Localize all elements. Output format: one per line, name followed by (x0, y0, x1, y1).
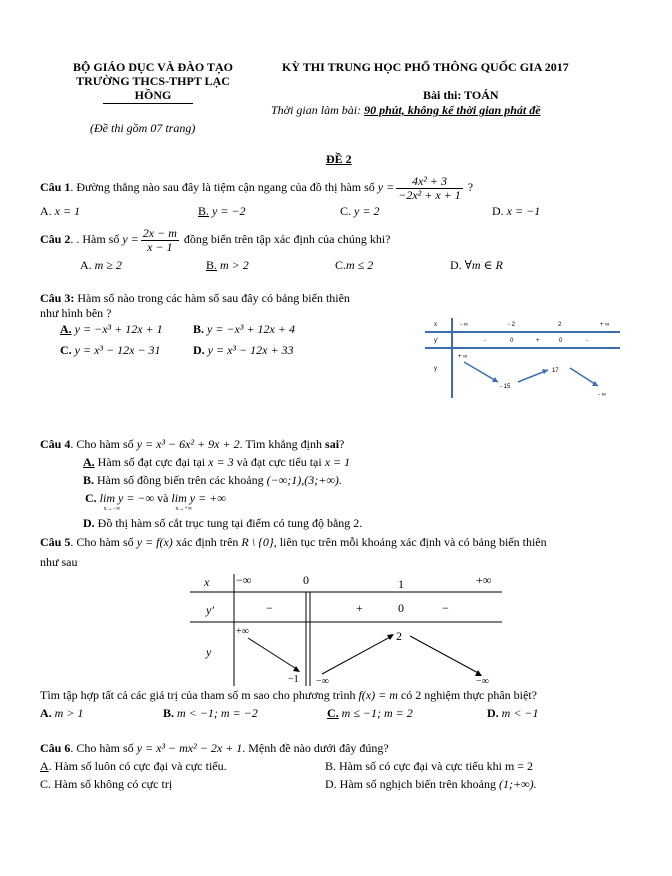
y-val-2: −1 (288, 674, 299, 685)
x-val-2: 0 (303, 573, 309, 587)
x-val-4: +∞ (476, 573, 492, 587)
q2-option-a[interactable]: A. m ≥ 2 (80, 258, 122, 272)
yp-sign-2: + (356, 601, 363, 615)
q6-option-d[interactable]: D. Hàm số nghịch biến trên khoảng (1;+∞). (325, 777, 537, 791)
question-3-line2: như hình bên ? (40, 306, 112, 320)
question-3: Câu 3: Hàm số nào trong các hàm số sau đây có bảng biến thiên (40, 291, 350, 305)
q2-option-d[interactable]: D. ∀m ∈ R (450, 258, 503, 272)
y-val-1: + ∞ (458, 354, 468, 360)
school-name-line1: TRƯỜNG THCS-THPT LẠC (76, 74, 230, 88)
yp-sign-3: - (586, 338, 588, 344)
q1-option-a[interactable]: A. x = 1 (40, 204, 81, 218)
yp-sign-3: − (442, 601, 449, 615)
q1-option-b[interactable]: B. y = −2 (198, 204, 246, 218)
fraction: $\frac{\text{4x² + 3}}{\text{−2x² + x + 1}}$ (398, 173, 461, 202)
q3-option-b[interactable]: B. y = −x³ + 12x + 4 (193, 322, 295, 336)
q2-option-c[interactable]: C.m ≤ 2 (335, 258, 374, 272)
question-5: Câu 5. Cho hàm số y = f(x) xác định trên R \ {0}, liên tục trên mỗi khoảng xác định và có bảng biến thiên (40, 535, 547, 549)
yp-sign-1: − (266, 601, 273, 615)
question-4: Câu 4. Cho hàm số y = x³ − 6x² + 9x + 2. Tìm khẳng định sai? (40, 437, 345, 451)
exam-subject: Bài thi: TOÁN (423, 88, 499, 102)
q6-option-c[interactable]: C. Hàm số không có cực trị (40, 777, 173, 791)
yp-zero-1: 0 (510, 338, 514, 344)
y-label: y (206, 645, 212, 659)
yp-label: y′ (206, 603, 214, 617)
x-val-4: + ∞ (600, 322, 610, 328)
y-val-4: 2 (396, 629, 402, 643)
q6-option-b[interactable]: B. Hàm số có cực đại và cực tiểu khi m = 2 (325, 759, 534, 773)
exam-code: ĐỀ 2 (326, 152, 352, 166)
question-label: Câu 2 (40, 232, 71, 246)
exam-title: KỲ THI TRUNG HỌC PHỔ THÔNG QUỐC GIA 2017 (282, 60, 569, 74)
y-val-4: - ∞ (598, 392, 606, 398)
school-name-line2: HỒNG (134, 88, 172, 102)
q3-variation-table (420, 316, 625, 400)
ministry-title: BỘ GIÁO DỤC VÀ ĐÀO TẠO (73, 60, 233, 74)
y-val-2: - 15 (500, 384, 511, 390)
yp-zero-2: 0 (559, 338, 563, 344)
y-val-5: −∞ (476, 676, 489, 687)
x-val-2: - 2 (508, 322, 516, 328)
x-label: x (204, 575, 210, 589)
yp-label: y' (434, 338, 439, 344)
question-5-line2: như sau (40, 555, 78, 569)
x-val-1: −∞ (236, 573, 252, 587)
y-val-3: 17 (552, 368, 559, 374)
q3-option-d[interactable]: D. y = x³ − 12x + 33 (193, 343, 294, 357)
yp-sign-2: + (536, 338, 540, 344)
fraction: $\frac{2x - m}{x - 1}$ (142, 225, 177, 254)
header-divider (103, 103, 193, 104)
q3-option-c[interactable]: C. y = x³ − 12x − 31 (60, 343, 161, 357)
q5-option-c[interactable]: C. m ≤ −1; m = 2 (327, 706, 413, 720)
q3-option-a[interactable]: A. y = −x³ + 12x + 1 (60, 322, 163, 336)
question-1: Câu 1. Đường thẳng nào sau đây là tiệm cận ngang của đồ thị hàm số y = $\frac{\text{4x² + 3}}{\text{−2x² + x + 1}}$ ? (40, 173, 474, 202)
page-count-note: (Đề thi gồm 07 trang) (90, 121, 196, 135)
x-val-1: - ∞ (460, 322, 468, 328)
q4-option-d[interactable]: D. Đồ thị hàm số cắt trục tung tại điểm có tung độ bằng 2. (83, 516, 363, 530)
q2-option-b[interactable]: B. m > 2 (206, 258, 249, 272)
q1-option-c[interactable]: C. y = 2 (340, 204, 380, 218)
question-5-ask: Tìm tập hợp tất cả các giá trị của tham số m sao cho phương trình f(x) = m có 2 nghiệm thực phân biệt? (40, 688, 538, 702)
exam-time: Thời gian làm bài: 90 phút, không kể thời gian phát đề (271, 103, 541, 117)
yp-sign-1: - (484, 338, 486, 344)
y-val-3: −∞ (316, 676, 329, 687)
q1-option-d[interactable]: D. x = −1 (492, 204, 541, 218)
yp-zero: 0 (398, 601, 404, 615)
q5-option-a[interactable]: A. m > 1 (40, 706, 84, 720)
x-val-3: 2 (558, 322, 562, 328)
question-2: Câu 2. . Hàm số y = $\frac{2x - m}{x - 1}$ đồng biến trên tập xác định của chúng khi? (40, 225, 391, 254)
y-val-1: +∞ (236, 626, 249, 637)
q4-option-a[interactable]: A. Hàm số đạt cực đại tại x = 3 và đạt cực tiểu tại x = 1 (83, 455, 351, 469)
question-6: Câu 6. Cho hàm số y = x³ − mx² − 2x + 1. Mệnh đề nào dưới đây đúng? (40, 741, 389, 755)
q4-option-b[interactable]: B. Hàm số đồng biến trên các khoảng (−∞;1),(3;+∞). (83, 473, 342, 487)
q6-option-a[interactable]: A. Hàm số luôn có cực đại và cực tiểu. (40, 759, 227, 773)
q5-option-b[interactable]: B. m < −1; m = −2 (163, 706, 258, 720)
x-val-3: 1 (398, 577, 404, 591)
y-label: y (434, 366, 437, 372)
q5-variation-table (190, 570, 505, 688)
q5-option-d[interactable]: D. m < −1 (487, 706, 539, 720)
question-label: Câu 1 (40, 180, 71, 194)
q4-option-c[interactable]: C. lim y = −∞ x→−∞ và lim y = +∞ x→+∞ (85, 491, 226, 512)
x-label: x (434, 322, 437, 328)
